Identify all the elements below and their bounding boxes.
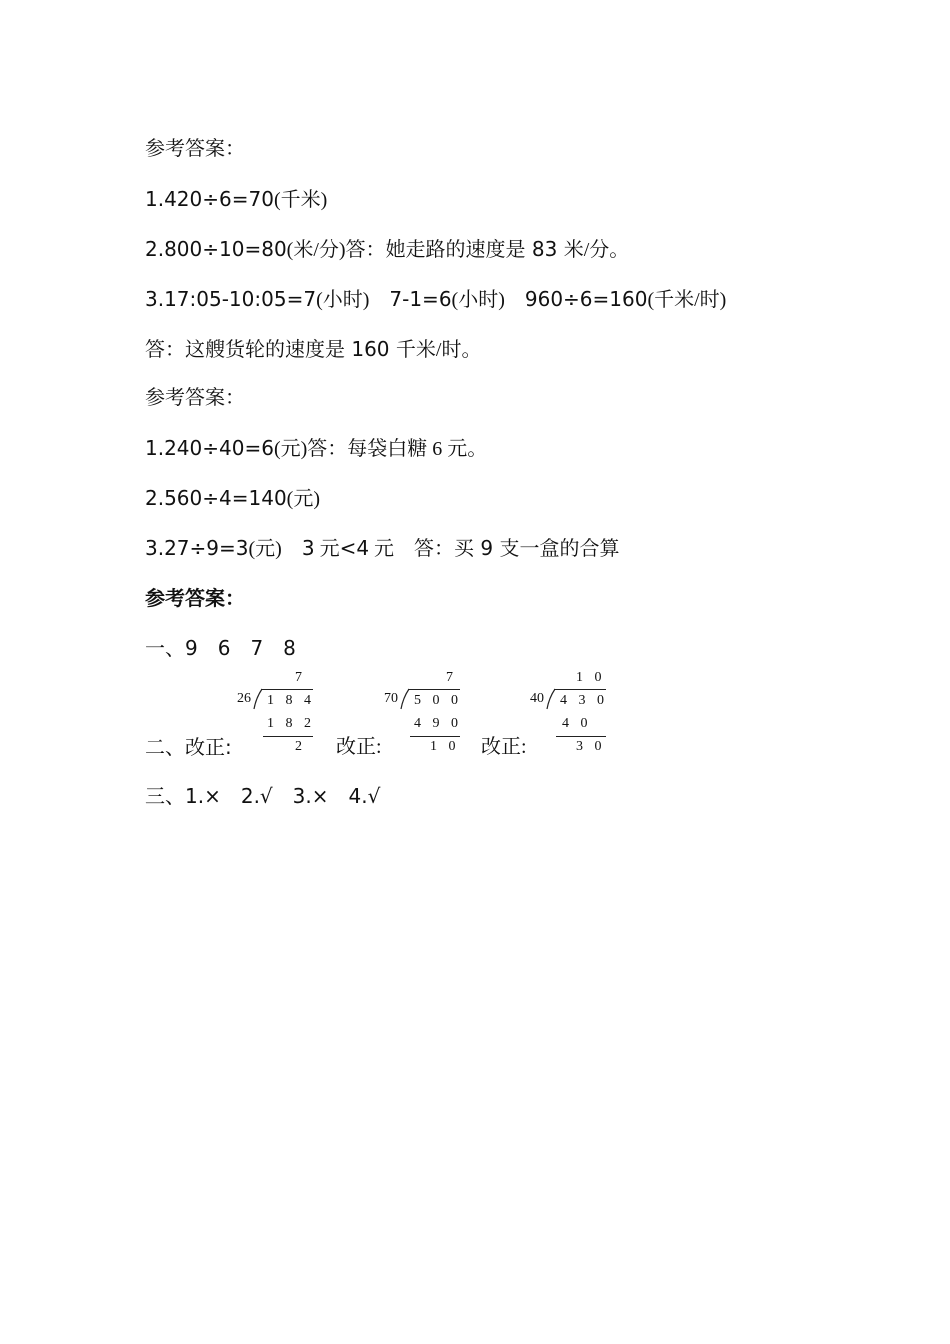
long-division [237, 668, 317, 758]
divisor: 70 [384, 691, 398, 706]
section1-heading: 参考答案： [145, 138, 245, 160]
equation: 2.560÷4=140 [145, 486, 287, 510]
division-bar [261, 689, 313, 690]
division-bar [408, 689, 460, 690]
dividend: 5 0 0 [414, 693, 462, 708]
answer-line [145, 287, 726, 312]
section2-heading: 参考答案： [145, 387, 245, 409]
equation: 1.240÷40=6 [145, 436, 274, 460]
quotient: 7 [295, 670, 306, 685]
dividend: 1 8 4 [267, 693, 315, 708]
dividend: 4 3 0 [560, 693, 608, 708]
long-division [384, 668, 464, 758]
unit: (元) [286, 488, 320, 510]
product: 4 9 0 [414, 716, 462, 731]
equation: 960÷6=160 [524, 287, 648, 311]
answer-line [145, 237, 629, 262]
remainder: 2 [295, 739, 306, 754]
unit: (小时) [451, 289, 505, 311]
answer-line [145, 486, 320, 511]
division-bracket-icon [400, 688, 412, 710]
answer-text: 支一盒的合算 [499, 538, 620, 560]
answer-line [145, 536, 620, 561]
divisor: 40 [530, 691, 544, 706]
subtraction-line [556, 736, 606, 737]
number: 3 [301, 536, 315, 560]
answer-line [145, 187, 327, 212]
unit: 元 [369, 538, 395, 560]
unit: (千米/时) [647, 289, 727, 311]
remainder: 1 0 [430, 739, 460, 754]
answer-number: 83 [525, 237, 564, 261]
answer-text: 答：这艘货轮的速度是 [145, 339, 345, 361]
answer-line [145, 436, 487, 461]
answer-q2-prefix [145, 735, 232, 759]
equation: 7-1=6 [389, 287, 452, 311]
equation: 2.800÷10=80 [145, 237, 287, 261]
equation: 3.27÷9=3 [145, 536, 249, 560]
division-bar [554, 689, 606, 690]
remainder: 3 0 [576, 739, 606, 754]
quotient: 7 [446, 670, 457, 685]
answer-line [145, 337, 481, 362]
equation: 3.17:05-10:05=7 [145, 287, 317, 311]
answer-number: 160 [345, 337, 396, 361]
unit: (小时) [316, 289, 370, 311]
long-division [530, 668, 610, 758]
answer-prefix: 答： [345, 239, 386, 261]
unit: 元 [314, 538, 340, 560]
answer-unit: 千米/时。 [395, 339, 482, 361]
equation: 1.420÷6=70 [145, 187, 274, 211]
unit: (元) [273, 438, 308, 460]
answer-unit: 元。 [447, 438, 488, 460]
unit: (米/分) [286, 239, 346, 261]
subtraction-line [263, 736, 313, 737]
q2-label: 二、改正: [145, 735, 232, 759]
answer-q3: 三、1.× 2.√ 3.× 4.√ [145, 784, 381, 808]
answer-text: 答：每袋白糖 [307, 438, 428, 460]
answer-q1: 一、9 6 7 8 [145, 636, 296, 660]
correction-label: 改正: [481, 736, 527, 758]
product: 4 0 [562, 716, 592, 731]
product: 1 8 2 [267, 716, 315, 731]
answer-text: 她走路的速度是 [385, 239, 526, 261]
unit: (元) [248, 538, 282, 560]
quotient: 1 0 [576, 670, 606, 685]
division-bracket-icon [546, 688, 558, 710]
answer-number: 6 [427, 438, 448, 460]
unit: (千米) [273, 189, 328, 211]
divisor: 26 [237, 691, 251, 706]
subtraction-line [410, 736, 460, 737]
answer-number: 9 [474, 536, 500, 560]
comparison: <4 [339, 536, 370, 560]
section3-heading: 参考答案： [145, 586, 245, 610]
division-bracket-icon [253, 688, 265, 710]
correction-label: 改正: [336, 736, 382, 758]
answer-unit: 米/分。 [563, 239, 630, 261]
answer-text: 答：买 [414, 538, 475, 560]
